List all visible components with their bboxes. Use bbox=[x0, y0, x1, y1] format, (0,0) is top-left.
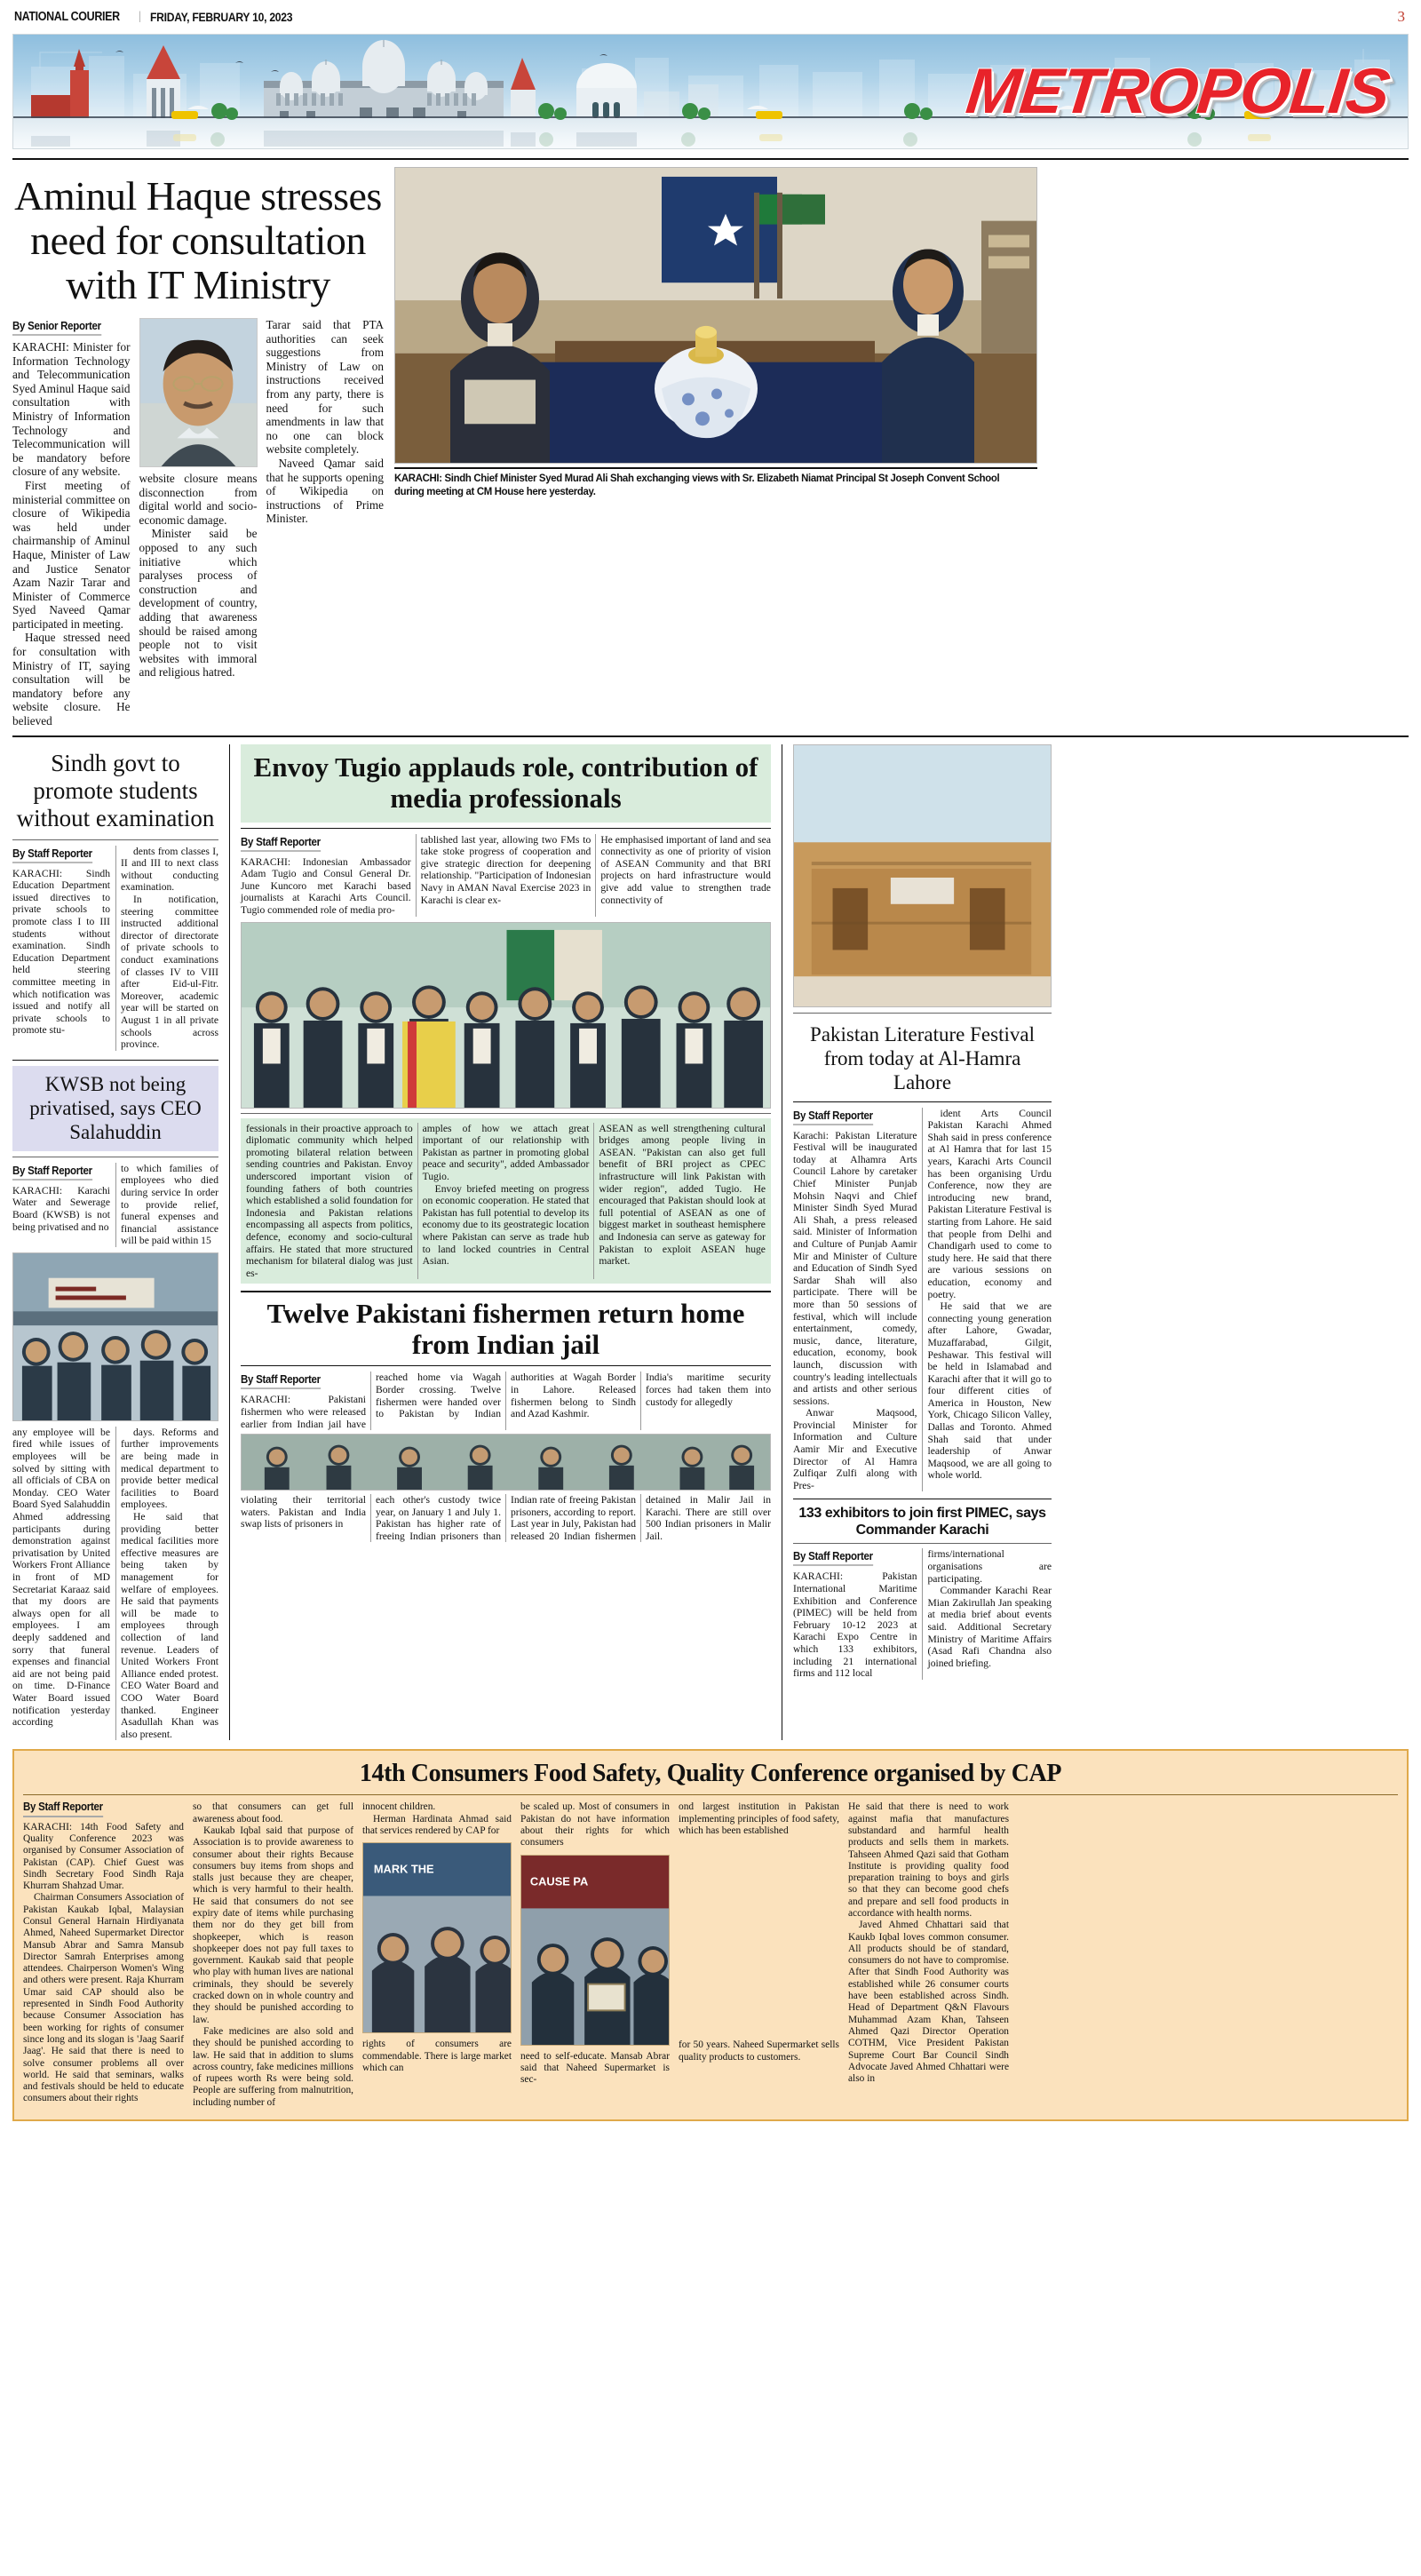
header-left bbox=[14, 10, 308, 24]
page-number: 3 bbox=[1397, 8, 1405, 25]
svg-text:MARK THE: MARK THE bbox=[373, 1862, 434, 1876]
cap-byline: By Staff Reporter bbox=[23, 1801, 103, 1817]
mid-right-photo-column bbox=[782, 744, 1052, 1741]
cap-headline: 14th Consumers Food Safety, Quality Conference organised by CAP bbox=[359, 1760, 1062, 1788]
cap-columns bbox=[23, 1801, 1398, 2109]
lead-column-3 bbox=[266, 318, 385, 728]
pimec-body: By Staff Reporter KARACHI: Pakistan International Maritime Exhibition and Conference (PIMEC) will be held from February 10-12 2023 at Karachi Expo Centre in which 133 exhibitors, including 21 international firms and 112 local firms/international organisations are participating. Commander Karachi Rear Mian Zakirullah Jan speaking at media brief about events said. Additional Secretary Ministry of Maritime Affairs (Asad Rafi Chandna also joined briefing. bbox=[793, 1548, 1052, 1680]
cap-column-3: innocent children. Herman Hardinata Ahmad said that services rendered by CAP for MARK THE rights of consumers are commendable. There is large market which can bbox=[362, 1801, 512, 2109]
cap-column-5: ond largest institution in Pakistan implementing principles of food safety, which has been established for 50 years. Naheed Supermarket sells quality products to customers. bbox=[679, 1801, 839, 2063]
lead-col1-text: KARACHI: Minister for Information Technology and Telecommunication Syed Aminul Haque said consultation with Ministry of Information Technology and Telecommunication will be mandatory before closure of any website. First meeting of ministerial committee on closure of Wikipedia was held under chairmanship of Aminul Haque, Minister of Law and Justice Senator Azam Nazir Tarar and Minister of Commerce Syed Naveed Qamar participated in meeting. Haque stressed need for consultation with Ministry of IT, saying consultation will be mandatory before any website closure. He believed bbox=[12, 340, 131, 728]
svg-text:CAUSE PA: CAUSE PA bbox=[529, 1874, 589, 1888]
plf-body: By Staff Reporter Karachi: Pakistan Literature Festival will be inaugurated today at Alhamra Arts Council Lahore by caretaker Chief Minister Punjab Mohsin Naqvi and Chief Minister Sindh Syed Murad Ali Shah, a press released said. Minister of Information and Culture of Punjab Aamir Mir and Minister of Culture and Education of Sindh Syed Sardar Shah will also participate. There will be more than 50 sessions of festival, which will include entertainment, comedy, music, dance, literature, education, economy, book launch, discussion with country's leading intellectuals and artists and other serious sessions. Anwar Maqsood, Provincial Minister for Information and Culture Aamir Mir and Executive Director of Al Hamra Zulfiqar Zulfi along with Pres- ident Arts Council Pakistan Karachi Ahmed Shah said in press conference at Al Hamra that for last 15 years, Karachi Arts Council has been organising Urdu Conference, now they are introducing new brand, Pakistan Literature Festival is starting from Lahore. He said that people from Delhi and Chandigarh used to come to study here. He said that there are various sessions on education, economy and poetry. He said that we are connecting young generation after Lahore, Gwadar, Muzaffarabad, Gilgit, Peshawar. This festival will be held in Islamabad and Karachi after that it will go to four different cities of America in Houston, New York, Chicago Silicon Valley, Dallas and Toronto. Ahmed Shah said that under leadership of Anwar Maqsood, we are all going to whole world. bbox=[793, 1107, 1052, 1491]
lead-col3-text: Tarar said that PTA authorities can seek suggestions from Ministry of Law on instructions received from any party, there is need for such amendments in law that no one can block website completely. Naveed Qamar said that he supports opening of Wikipedia on instructions of Prime Minister. bbox=[266, 318, 384, 526]
cap-column-1: By Staff Reporter KARACHI: 14th Food Safety and Quality Conference 2023 was organised by Consumer Association of Pakistan (CAP). Chief Guest was Sindh Secretary Food Sindh Raja Khurram Shahzad Umar. Chairman Consumers Association of Pakistan Kaukab Iqbal, Malaysian Consul General Harnain Hirdiyanata Ahmed, Naheed Supermarket Director Mansub Abrar and Samra Mansub Director Samrah Enterprises among attendees. Chairperson Women's Wing and others were present. Raja Khurram Umar said CAP should also be represented in Sindh Food Authority because Consumer Association has been working for rights of consumer since long and its slogan is 'Jaag Saarif Jaag'. He said that there is need to solve consumer problems all over world. He said that seminars, walks and festivals should be held to educate consumers about their rights bbox=[23, 1801, 184, 2104]
kwsb-headline: KWSB not being privatised, says CEO Salahuddin bbox=[29, 1072, 202, 1143]
envoy-headline: Envoy Tugio applauds role, contribution of media professionals bbox=[253, 751, 758, 814]
fishermen-top-rule bbox=[241, 1291, 771, 1292]
publication-date: FRIDAY, FEBRUARY 10, 2023 bbox=[149, 10, 293, 24]
envoy-rule bbox=[241, 828, 771, 829]
lead-story-columns bbox=[12, 318, 384, 728]
sindh-govt-headline: Sindh govt to promote students without examination bbox=[16, 749, 215, 831]
envoy-body-top: By Staff Reporter KARACHI: Indonesian Ambassador Adam Tugio and Consul General Dr. June Kuncoro met Karachi based journalists at Karachi Arts Council. Tugio commended role of media pro- tablished last year, allowing two FMs to take stoke progress of cooperation and give strategic direction for deepening relationship. "Participation of Indonesian Navy in AMAN Naval Exercise 2023 in Karachi is clear ex- He emphasised important of land and sea connectivity as one of priority of vision of ASEAN Community and that BRI projects on hard infrastructure would give add value to strengthen trade connectivity of bbox=[241, 833, 771, 916]
cap-column-4: be scaled up. Most of consumers in Pakistan do not have information about their rights for which consumers CAUSE PA need to self-educate. Mansab Abrar said that Naheed Supermarket is sec- bbox=[520, 1801, 670, 2109]
envoy-byline: By Staff Reporter bbox=[241, 836, 321, 852]
pimec-rule bbox=[793, 1543, 1052, 1544]
kwsb-headline-block bbox=[12, 1066, 218, 1151]
sindh-govt-rule bbox=[12, 839, 218, 840]
cap-column-2: so that consumers can get full awareness about food. Kaukab Iqbal said that purpose of Association is to provide awareness to consumer about their rights Because consumers buy items from shops and stalls just because they are cheaper, which is very harmful to their health. He said that consumers do not see expiry date of items while purchasing them nor do they get bill from shopkeeper, which is reason shopkeeper does not pay full taxes to government. Kaukab said that people who play with human lives are national criminals, they should be severely cracked down on in whole country and they should be punished according to law. Fake medicines are also sold and they should be punished according to law. He said that in addition to slums across country, fake medicines millions of rupees worth Rs were being sold. People are suffering from malnutrition, including number of bbox=[193, 1801, 353, 2108]
arts-council-building-photo bbox=[793, 744, 1052, 1007]
fishermen-byline: By Staff Reporter bbox=[241, 1373, 321, 1389]
cap-headline-rule bbox=[23, 1794, 1398, 1795]
envoy-group-photo bbox=[241, 922, 771, 1109]
lead-story-right bbox=[394, 167, 1037, 728]
fishermen-body-top: By Staff Reporter KARACHI: Pakistani fishermen who were released earlier from Indian jail have reached home via Wagah Border crossing. Twelve fishermen were handed over to Pakistan by Indian authorities at Wagah Border in Lahore. Released fishermen belong to Sindh and Azad Kashmir. India's maritime security forces had taken them into custody for allegedly bbox=[241, 1371, 771, 1430]
kwsb-protest-photo bbox=[12, 1252, 218, 1421]
lead-col2-text: website closure means disconnection from digital world and socio-economic damage. Minister said be opposed to any such initiative which paralyses process of construction and development of country, adding that awareness should be raised among people not to visit websites with immoral and religious hatred. bbox=[139, 472, 258, 680]
masthead-title: METROPOLIS bbox=[963, 56, 1393, 127]
lead-story bbox=[12, 167, 1409, 728]
cap-conference-photo-right bbox=[520, 1855, 670, 2046]
mid-right-rule bbox=[793, 1013, 1052, 1014]
pimec-headline: 133 exhibitors to join first PIMEC, says Commander Karachi bbox=[798, 1506, 1046, 1538]
masthead-title-wrap bbox=[963, 55, 1393, 128]
plf-rule bbox=[793, 1101, 1052, 1102]
metropolis-banner bbox=[12, 34, 1409, 149]
mid-section bbox=[12, 744, 1409, 1741]
cm-house-meeting-photo bbox=[394, 167, 1037, 464]
envoy-body-bottom: fessionals in their proactive approach to diplomatic community which helped promoting bilateral relation between sending countries and Pakistan. Envoy underscored important vision of founding fathers of both countries which established a solid foundation for Indonesia and Pakistan relations encompassing all aspects from politics, defence, economy and socio-cultural affairs. He stated that more structured mechanism for bilateral dialog was just es- amples of how we attach great important of our relationship with Pakistan as partner in promoting global peace and security", added Ambassador Tugio. Envoy briefed meeting on progress on economic cooperation. He stated that Pakistan has full potential to develop its economy due to its geostrategic location where Pakistan can serve as trade hub to land locked countries in Central Asian. ASEAN as well strengthening cultural bridges among people living in ASEAN. "Pakistan can also get full benefit of BRI project as CPEC infrastructure will link Pakistan with wider region", added Tugio. He encouraged that Pakistan should look at full potential of ASEAN as one of biggest market in southeast hemisphere and Indonesia can serve as gateway for Pakistan to exploit ASEAN huge market. bbox=[241, 1118, 771, 1284]
envoy-headline-block bbox=[241, 744, 771, 823]
envoy-and-fishermen-column bbox=[229, 744, 771, 1741]
fishermen-photo bbox=[241, 1434, 771, 1491]
lead-column-2 bbox=[139, 318, 258, 728]
lead-photo-caption: KARACHI: Sindh Chief Minister Syed Murad Ali Shah exchanging views with Sr. Elizabeth Niamat Principal St Joseph Convent School during meeting at CM House here yesterday. bbox=[394, 472, 1000, 497]
lead-column-1 bbox=[12, 318, 131, 728]
sindh-govt-body: By Staff Reporter KARACHI: Sindh Education Department issued directives to private schools to promote class I to III students without examination. Sindh Education Department held steering committee meeting in which notification was issued and notify all private schools to promote stu- dents from classes I, II and III to next class without conducting examination. In notification, steering committee instructed additional director of directorate of private schools to conduct examinations of classes IV to VIII after Eid-ul-Fitr. Moreover, academic year will be started on August 1 in all private schools across province. bbox=[12, 845, 218, 1051]
paper-name: NATIONAL COURIER bbox=[14, 10, 120, 24]
header-separator: | bbox=[139, 10, 141, 23]
kwsb-byline: By Staff Reporter bbox=[12, 1165, 92, 1181]
plf-headline: Pakistan Literature Festival from today at Al-Hamra Lahore bbox=[810, 1022, 1035, 1093]
sindh-and-kwsb-column bbox=[12, 744, 218, 1741]
fishermen-body-bottom: violating their territorial waters. Pakistan and India swap lists of prisoners in each other's custody twice year, on January 1 and July 1. Pakistan has higher rate of freeing Indian prisoners than Indian rate of freeing Pakistan prisoners, according to report. Last year in July, Pakistan had released 20 Indian fishermen detained in Malir Jail in Karachi. There are still over 500 Indian prisoners in Malir Jail. bbox=[241, 1494, 771, 1542]
page-header-bar bbox=[12, 0, 1409, 34]
lead-section-bottom-rule bbox=[12, 735, 1409, 737]
minister-portrait-photo bbox=[139, 318, 258, 467]
lead-story-left bbox=[12, 167, 384, 728]
lead-byline: By Senior Reporter bbox=[12, 320, 101, 336]
header-divider-rule bbox=[12, 158, 1409, 160]
fishermen-rule bbox=[241, 1365, 771, 1366]
kwsb-body-top: By Staff Reporter KARACHI: Karachi Water and Sewerage Board (KWSB) is not being privatised and no to which families of employees who died during service In order to provide relief, funeral expenses and financial assistance will be paid within 15 bbox=[12, 1162, 218, 1247]
kwsb-top-rule bbox=[12, 1060, 218, 1061]
sindh-govt-byline: By Staff Reporter bbox=[12, 847, 92, 863]
plf-byline: By Staff Reporter bbox=[793, 1109, 873, 1125]
kwsb-body-bottom: any employee will be fired while issues of employees will be solved by sitting with all officials of CBA on Monday. CEO Water Board Syed Salahuddin Ahmed addressing participants during demonstration against privatisation by United Workers Front Alliance in front of MD Secretariat Karaaz said that my doors are always open for all employees. I am deeply saddened and sorry that funeral expenses and financial aid are not being paid on time. D-Finance Water Board issued notification yesterday according days. Reforms and further improvements are being made in medical department to provide better medical facilities to Board employees. He said that providing better medical facilities more effective measures are being taken by management for welfare of employees. He said that payments will be made to employees through collection of land revenue. Leaders of United Workers Front Alliance ended protest. CEO Water Board and COO Water Board thanked. Engineer Asadullah Khan was also present. bbox=[12, 1426, 218, 1740]
cap-conference-section bbox=[12, 1749, 1409, 2121]
envoy-photo-rule bbox=[241, 1113, 771, 1114]
cap-conference-photo-left bbox=[362, 1842, 512, 2033]
caption-rule bbox=[394, 467, 1037, 469]
lead-headline: Aminul Haque stresses need for consultation with IT Ministry bbox=[14, 173, 382, 307]
cap-column-6: He said that there is need to work against mafia that manufactures substandard and harmful health products and sells them in markets. Tahseen Ahmed Qazi said that Gotham Institute is providing quality food preparation training to boys and girls so that they can become good chefs and prepare and sell food products in accordance with health norms. Javed Ahmed Chhattari said that Kaukb Iqbal loves common consumer. All products should be of standard, consumers do not have to compromise. After that Sindh Food Authority was established while 26 consumer courts have been established across Sindh. Head of Department Q&N Flavours Muhammad Azam Khan, Tahseen Ahmed Qazi Director Operation COTHM, Vice President Pakistan Supreme Court Bar Council Sindh Advocate Javed Ahmed Chhattari were also in bbox=[848, 1801, 1009, 2085]
pimec-byline: By Staff Reporter bbox=[793, 1550, 873, 1566]
fishermen-headline: Twelve Pakistani fishermen return home from Indian jail bbox=[266, 1298, 745, 1361]
